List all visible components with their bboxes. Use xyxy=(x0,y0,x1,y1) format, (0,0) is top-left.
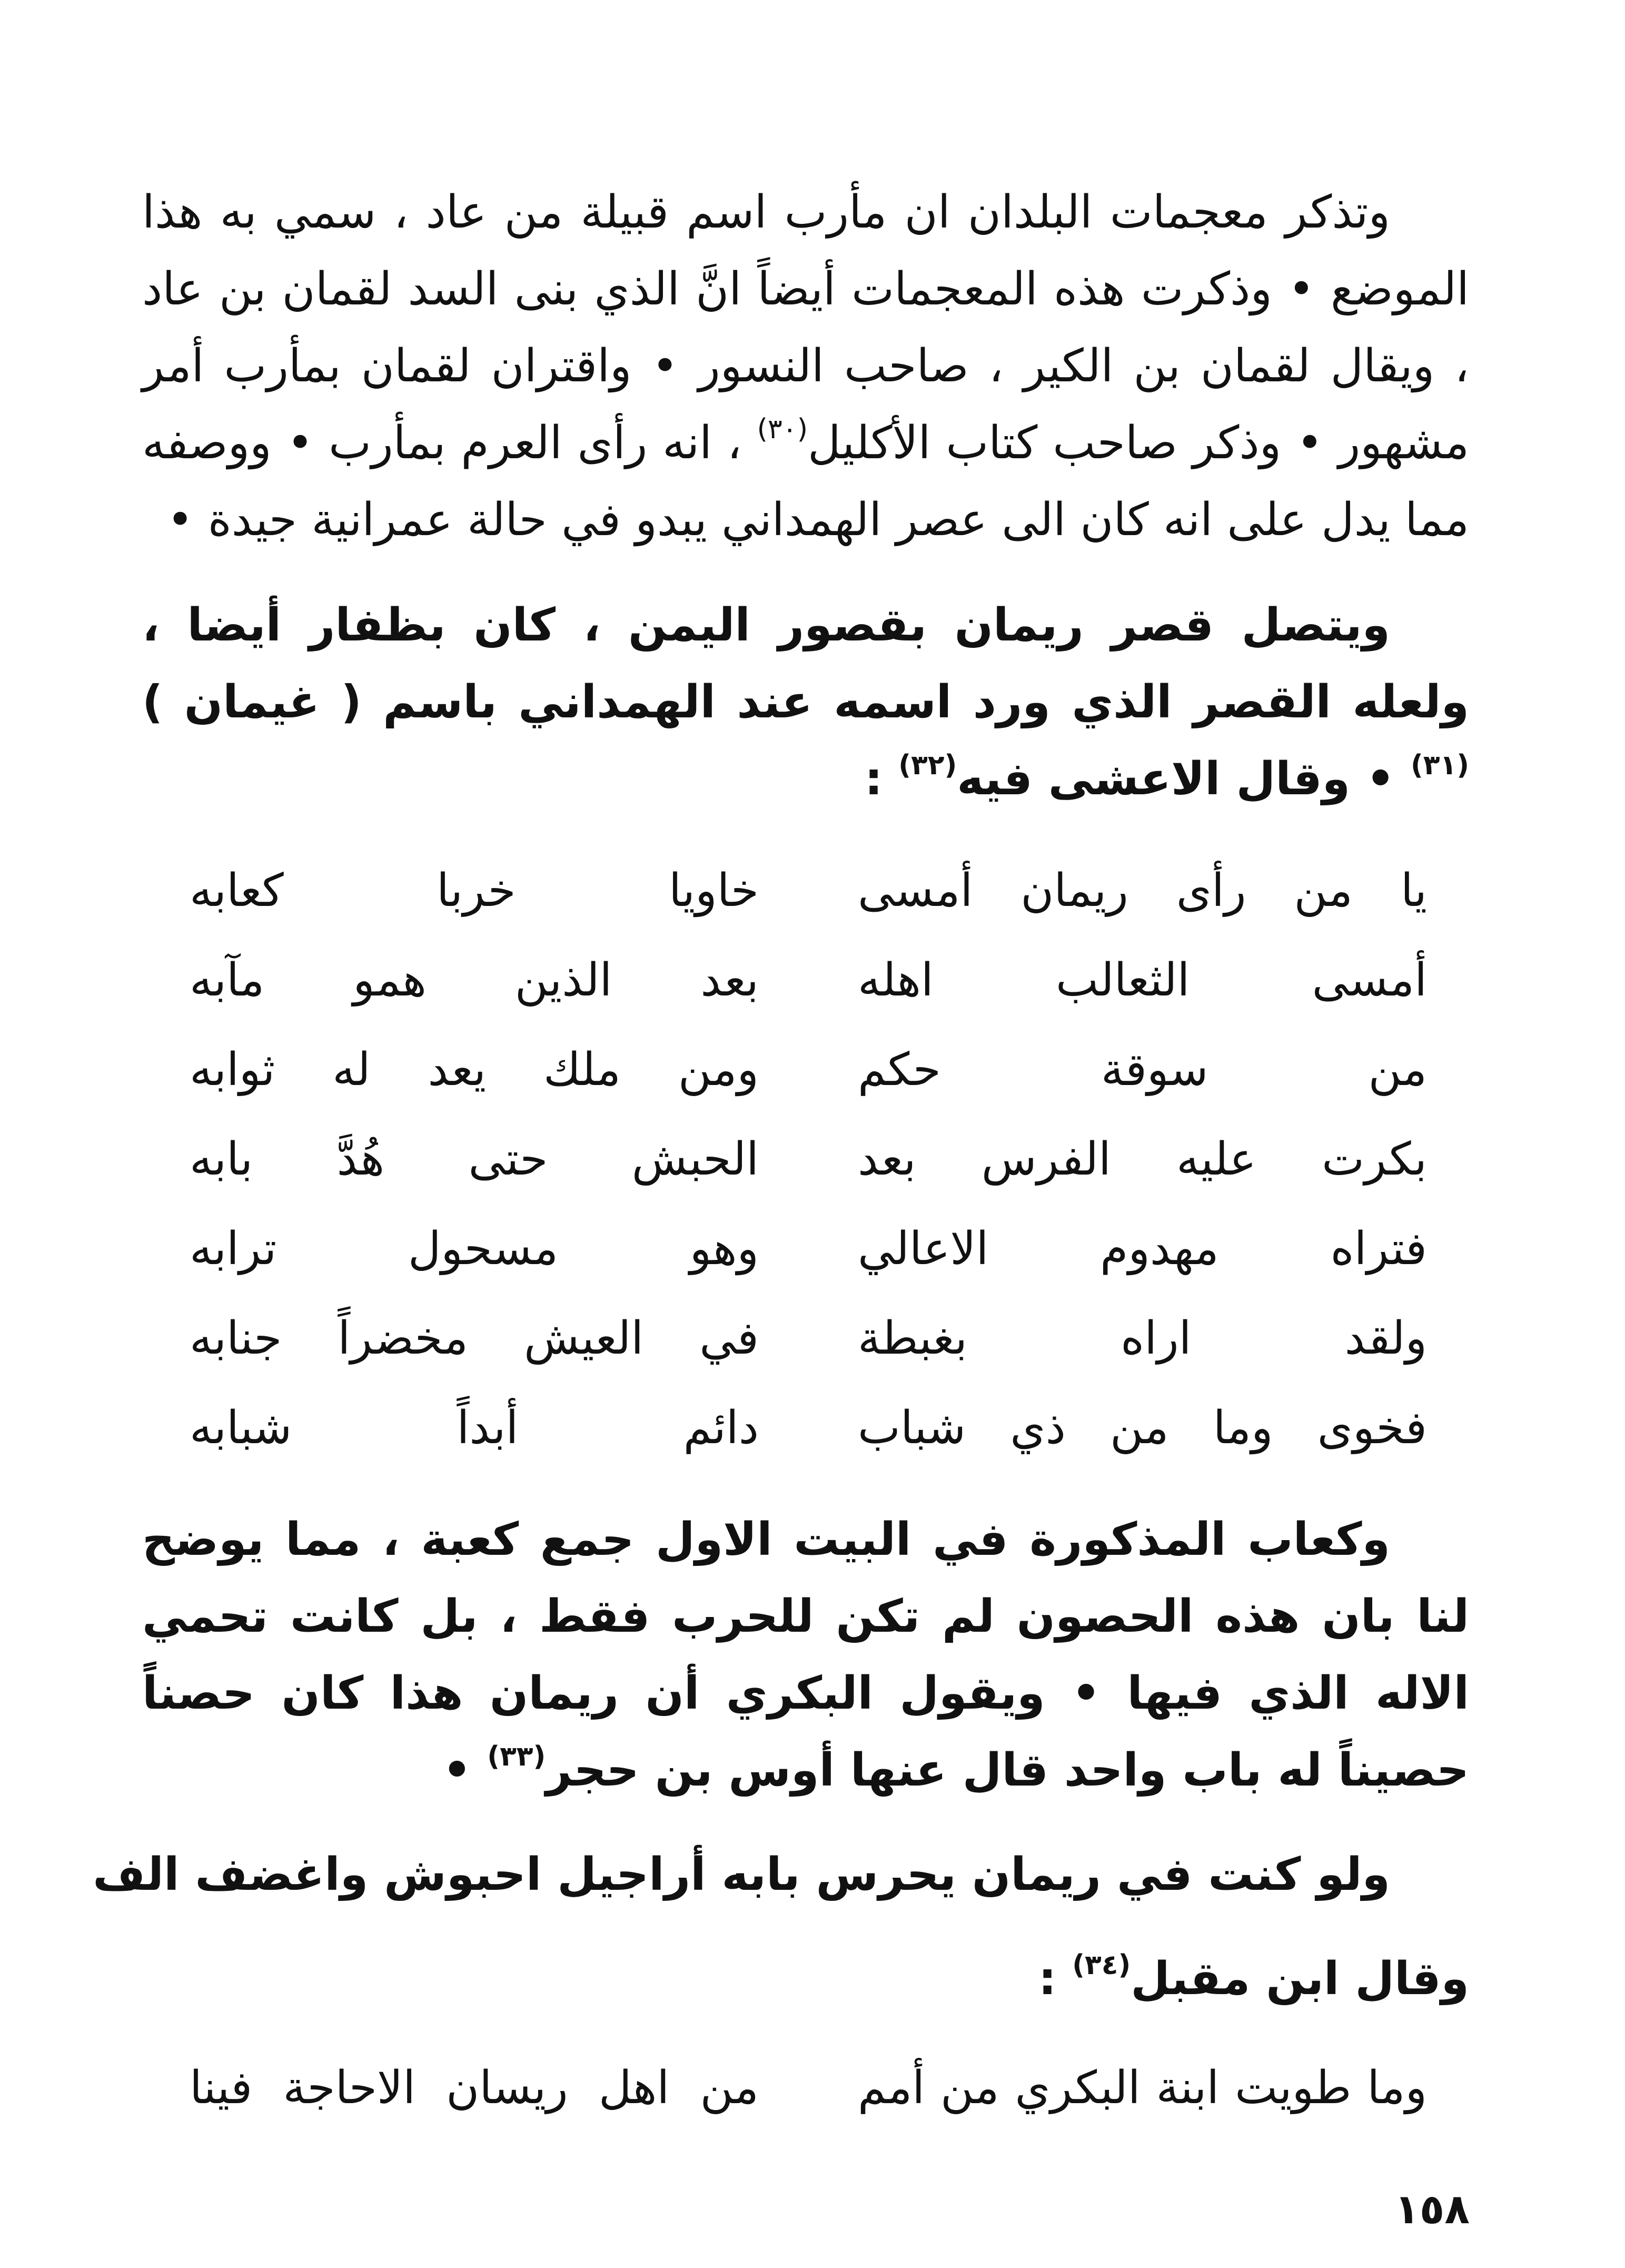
paragraph-text: وكعاب المذكورة في البيت الاول جمع كعبة ، مما يوضح لنا بان هذه الحصون لم تكن للحرب فقط ، بل كانت تحمي الاله الذي فيها • ويقول البكري أن ريمان هذا كان حصناً حصيناً له باب واحد قال عنها أوس بن حجر xyxy=(142,1513,1469,1797)
verse-line xyxy=(190,1115,1427,1204)
verse-line xyxy=(190,1294,1427,1383)
hemistich-right: بكرت عليه الفرس بعد xyxy=(858,1133,1427,1186)
page-content xyxy=(93,174,1470,2130)
hemistich-right: أمسى الثعالب اهله xyxy=(858,954,1427,1007)
verse-line xyxy=(190,2046,1427,2130)
paragraph-marib xyxy=(142,174,1469,558)
hemistich-left: الحبش حتى هُدَّ بابه xyxy=(190,1133,759,1186)
hemistich-right: ولقد اراه بغبطة xyxy=(858,1312,1427,1365)
verse-aws: ولو كنت في ريمان يحرس بابه أراجيل احبوش واغضف الف xyxy=(93,1848,1390,1901)
page-number: ١٥٨ xyxy=(1394,2186,1470,2233)
paragraph-ibn-muqbil xyxy=(142,1940,1469,2017)
footnote-ref: (٣٢) xyxy=(898,750,957,781)
hemistich-right: فتراه مهدوم الاعالي xyxy=(858,1222,1427,1275)
hemistich-left: خاويا خربا كعابه xyxy=(190,864,759,917)
verse-line xyxy=(190,1025,1427,1115)
footnote-ref: (٣٣) xyxy=(487,1741,546,1772)
poem-asha xyxy=(142,846,1469,1473)
footnote-ref: (٣٤) xyxy=(1072,1949,1131,1981)
verse-line xyxy=(190,935,1427,1025)
footnote-ref: (٣٠) xyxy=(757,413,808,445)
paragraph-text: وقال ابن مقبل xyxy=(1131,1953,1469,2005)
paragraph-text: • وقال الاعشى فيه xyxy=(957,753,1411,805)
paragraph-text: ويتصل قصر ريمان بقصور اليمن ، كان بظفار أيضا ، ولعله القصر الذي ورد اسمه عند الهمداني باسم ( غيمان ) xyxy=(142,599,1469,728)
paragraph-rayman xyxy=(142,587,1469,817)
hemistich-right: من سوقة حكم xyxy=(858,1043,1427,1096)
paragraph-text: وتذكر معجمات البلدان ان مأرب اسم قبيلة من عاد ، سمي به هذا الموضع • وذكرت هذه المعجمات أيضاً انَّ الذي بنى السد لقمان بن عاد ، ويقال لقمان بن الكير ، صاحب النسور • واقتران لقمان بمأرب أمر مشهور • وذكر صاحب كتاب الأكليل xyxy=(142,186,1470,469)
paragraph-text: : xyxy=(1038,1953,1073,2005)
paragraph-kaab xyxy=(142,1501,1469,1809)
verse-line xyxy=(190,846,1427,935)
poem-ibn-muqbil xyxy=(142,2046,1469,2130)
verse-line xyxy=(190,1204,1427,1294)
hemistich-left: بعد الذين همو مآبه xyxy=(190,954,759,1007)
hemistich-left: وهو مسحول ترابه xyxy=(190,1222,759,1275)
paragraph-text: : xyxy=(864,753,899,805)
hemistich-left: من اهل ريسان الاحاجة فينا xyxy=(190,2062,759,2114)
hemistich-right: فخوى وما من ذي شباب xyxy=(858,1402,1427,1454)
paragraph-text: ، انه رأى العرم بمأرب • ووصفه مما يدل على انه كان الى عصر الهمداني يبدو في حالة عمرانية جيدة • xyxy=(142,417,1469,546)
hemistich-left: ومن ملك يعد له ثوابه xyxy=(190,1043,759,1096)
hemistich-right: وما طويت ابنة البكري من أمم xyxy=(858,2062,1427,2114)
hemistich-left: دائم أبداً شبابه xyxy=(190,1402,759,1454)
footnote-ref: (٣١) xyxy=(1410,750,1469,781)
paragraph-text: • xyxy=(442,1744,488,1797)
hemistich-left: في العيش مخضراً جنابه xyxy=(190,1312,759,1365)
verse-line xyxy=(190,1383,1427,1473)
hemistich-right: يا من رأى ريمان أمسى xyxy=(858,864,1427,917)
